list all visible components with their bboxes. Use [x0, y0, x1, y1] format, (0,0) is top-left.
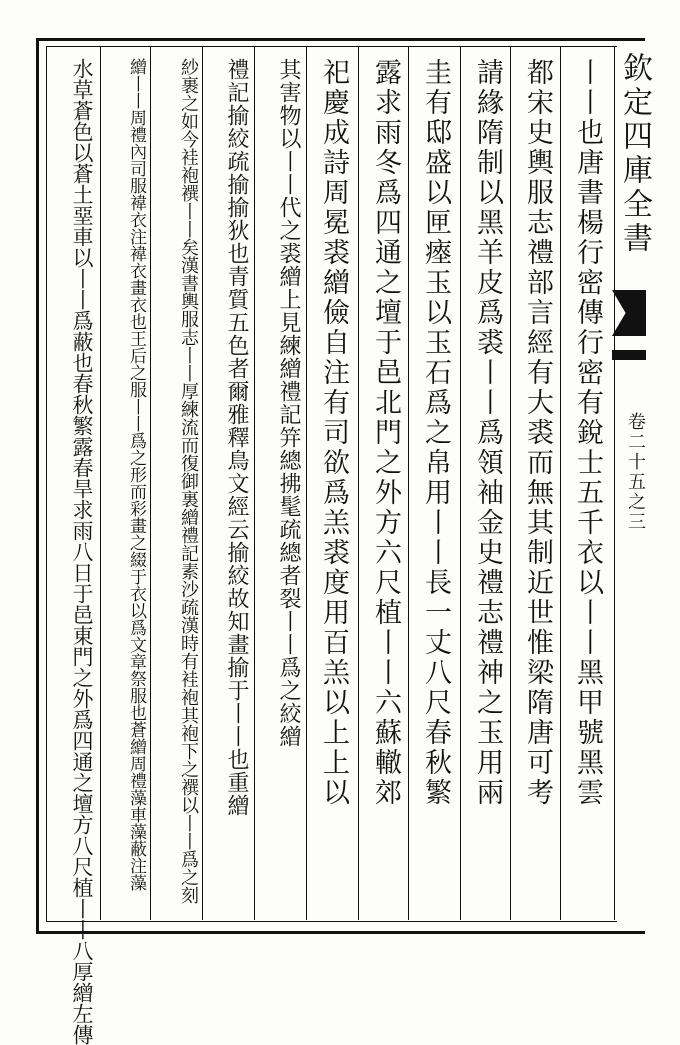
book-title: 欽定四庫全書 — [617, 52, 652, 256]
text-column-10: 繒丨丨周禮內司服褘衣注褘衣畫衣也王后之服丨丨爲之形而彩畫之綴于衣以爲文章祭服也蒼繒周禮藻車藻蔽注藻 — [126, 58, 146, 891]
text-column-9: 紗裹之如今袿袍襈丨丨矣漢書輿服志丨丨厚練流而復御裏繒禮記素沙疏漢時有袿袍其袍下之襈以丨丨爲之刻 — [178, 58, 199, 904]
text-column-8: 禮記揄絞疏揄揄狄也青質五色者爾雅釋鳥文經云揄絞故知畫揄于丨丨也重繒 — [224, 58, 249, 817]
column-rule — [254, 46, 255, 920]
text-column-5: 露求雨冬爲四通之壇于邑北門之外方六尺植丨丨六蘇轍郊 — [370, 58, 401, 808]
fish-tail-bar — [612, 350, 646, 360]
text-column-2: 都宋史輿服志禮部言經有大裘而無其制近世惟梁隋唐可考 — [522, 58, 553, 808]
column-rule — [150, 46, 151, 920]
text-column-11: 水草蒼色以蒼土堊車以丨丨爲蔽也春秋繁露春旱求雨八日于邑東門之外爲四通之壇方八尺植丨丨八厚繒左傳 — [70, 58, 94, 1045]
column-rule — [560, 46, 561, 920]
column-rule — [510, 46, 511, 920]
text-column-1: 丨丨也唐書楊行密傳行密有銳士五千衣以丨丨黑甲號黑雲 — [572, 58, 603, 808]
column-rule — [408, 46, 409, 920]
text-column-6: 祀慶成詩周冕裘繒儉自注有司欲爲羔裘度用百羔以上上以 — [318, 58, 349, 808]
column-rule — [460, 46, 461, 920]
text-column-4: 圭有邸盛以匣瘞玉以玉石爲之帛用丨丨長一丈八尺春秋繁 — [420, 58, 451, 808]
juan-number: 卷二十五之三 — [625, 412, 646, 532]
column-rule — [202, 46, 203, 920]
column-rule — [358, 46, 359, 920]
text-column-3: 請緣隋制以黑羊皮爲裘丨丨爲領袖金史禮志禮神之玉用兩 — [472, 58, 503, 808]
column-rule — [306, 46, 307, 920]
text-column-7: 其害物以丨丨代之裘繒上見練繒禮記笄總拂髦疏總者裂丨丨爲之絞繒 — [276, 58, 301, 748]
column-rule — [100, 46, 101, 920]
